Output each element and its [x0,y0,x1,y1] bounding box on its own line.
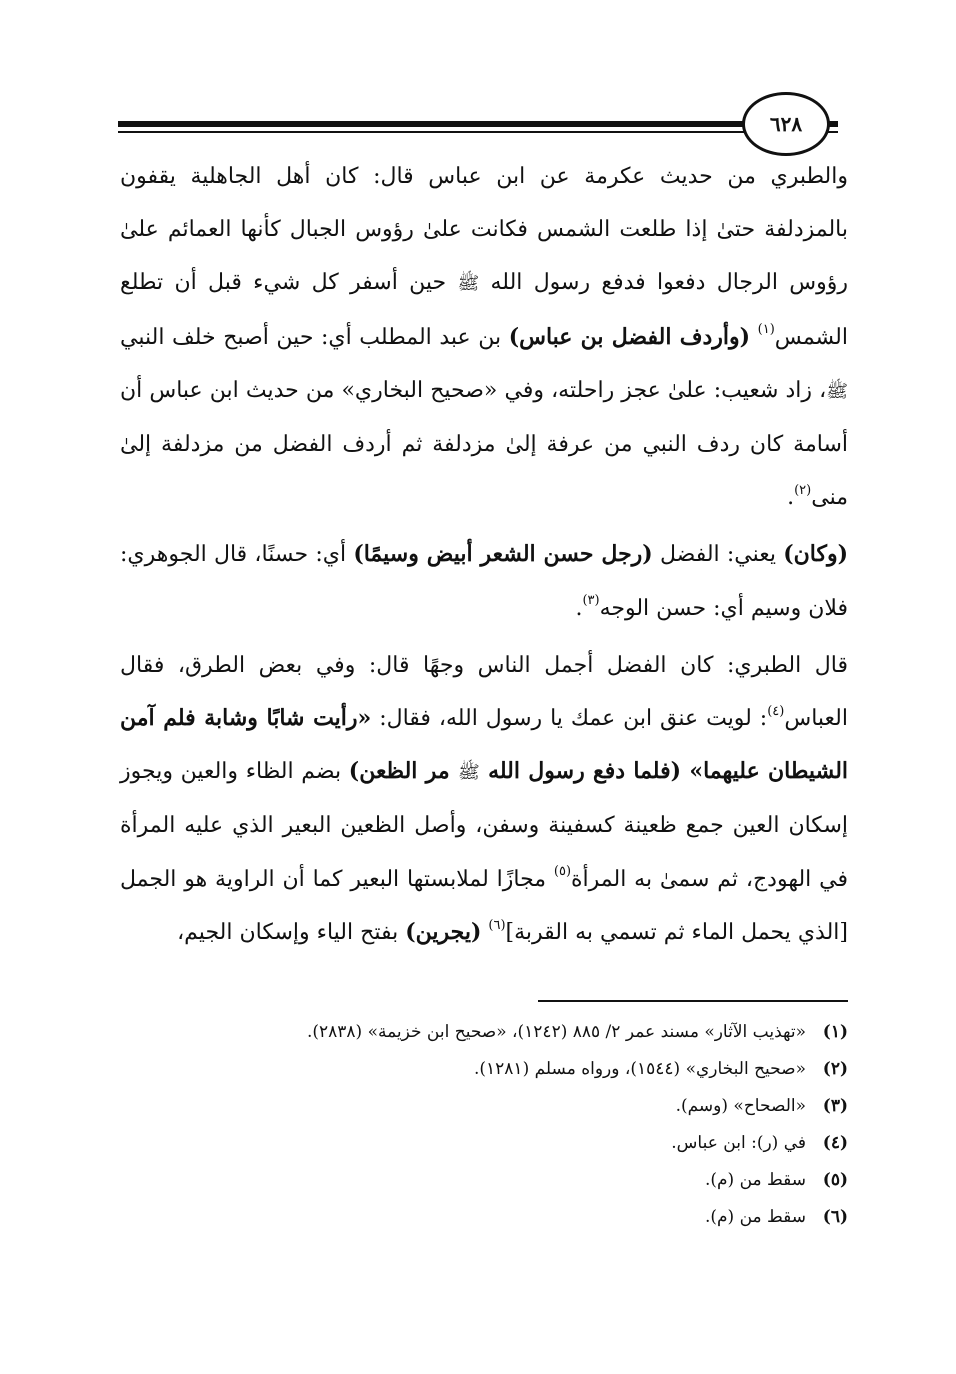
footnote-marker: (٣) [582,593,600,609]
footnote-item [120,1199,848,1236]
bold-text-span: (وأردف الفضل بن عباس) [508,323,751,350]
text-span: مجازًا لملابستها البعير كما أن الراوية هو الجمل [الذي يحمل الماء ثم تسمي به القربة] [120,866,848,945]
page-number-badge [742,92,830,156]
footnote-text: «صحيح البخاري» (١٥٤٤)، ورواه مسلم (١٢٨١). [473,1059,806,1079]
page-number: ٦٢٨ [769,112,803,136]
footnote-item [120,1125,848,1162]
footnote-item [120,1014,848,1051]
text-span: قال الطبري: كان الفضل أجمل الناس وجهًا قال: وفي بعض الطرق، فقال العباس [120,652,849,732]
footnote-marker: (٥) [553,864,572,880]
bold-text-span: «رأيت شابًا وشابة فلم آمن الشيطان عليهما» (فلما دفع رسول الله [120,705,849,785]
footnote-text: سقط من (م). [704,1170,806,1190]
footnote-text: «الصحاح» (وسم). [675,1096,806,1116]
text-span [750,325,758,350]
footnote-text: «تهذيب الآثار» مسند عمر ٢/ ٨٨٥ (١٢٤٢)، «صحيح ابن خزيمة» (٢٨٣٨). [306,1022,806,1042]
paragraph [120,528,848,634]
text-span: بضم الظاء والعين ويجوز إسكان العين جمع ظعينة كسفينة وسفن، وأصل الظعين البعير الذي عليه المرأة في الهودج، ثم سمىٰ به المرأة [120,759,848,892]
text-span: : لويت عنق ابن عمك يا رسول الله، فقال: [371,706,768,732]
text-span: بفتح الياء وإسكان الجيم، [177,919,406,945]
salutation-glyph: ﷺ [826,380,848,402]
footnote-marker: (٦) [488,917,506,933]
text-span: ، زاد شعيب: علىٰ عجز راحلته، وفي «صحيح البخاري» من حديث ابن عباس أن أسامة كان ردف النبي من عرفة إلىٰ مزدلفة ثم أردف الفضل من مزدلفة إلىٰ منى [120,377,848,511]
bold-text-span: مر الظعن) [348,758,458,785]
footnote-separator [538,1000,848,1002]
salutation-glyph: ﷺ [457,273,480,295]
footnote-number: (٤) [822,1133,848,1153]
header-rule-thick [118,121,838,127]
paragraph [120,639,848,959]
footnote-number: (٣) [822,1096,848,1116]
footnote-item [120,1162,848,1199]
footnotes [120,1014,848,1236]
footnote-marker: (٤) [767,703,785,719]
footnote-item [120,1051,848,1088]
text-span: أي: حسنًا، قال الجوهري: فلان وسيم أي: حسن الوجه [120,542,848,621]
text-span: . [787,485,795,511]
footnote-text: سقط من (م). [704,1207,806,1227]
footnote-text: في (ر): ابن عباس. [671,1133,806,1153]
footnote-number: (٢) [822,1059,848,1079]
text-span: يعني: الفضل [652,542,784,568]
main-text [120,150,848,959]
footnote-marker: (٢) [794,482,812,498]
footnote-number: (٥) [822,1170,848,1190]
text-span: بن عبد المطلب أي: حين أصبح خلف النبي [120,324,509,350]
text-span: حين أسفر كل شيء قبل أن تطلع الشمس [120,270,848,350]
footnote-marker: (١) [757,322,775,338]
footnote-number: (١) [822,1022,848,1042]
footnote-item [120,1088,848,1125]
text-span: . [575,595,583,621]
header-rule-thin [118,131,838,133]
bold-text-span: (وكان) [783,541,849,568]
footnote-number: (٦) [822,1207,848,1227]
text-span: والطبري من حديث عكرمة عن ابن عباس قال: كان أهل الجاهلية يقفون بالمزدلفة حتىٰ إذا طلعت الشمس فكانت علىٰ رؤوس الجبال كأنها العمائم علىٰ رؤوس الرجال دفعوا فدفع رسول الله [120,164,848,296]
paragraph [120,150,848,524]
bold-text-span: (يجرين) [405,918,482,945]
salutation-glyph: ﷺ [458,762,480,784]
bold-text-span: (رجل حسن الشعر أبيض وسيمًا) [353,541,653,568]
